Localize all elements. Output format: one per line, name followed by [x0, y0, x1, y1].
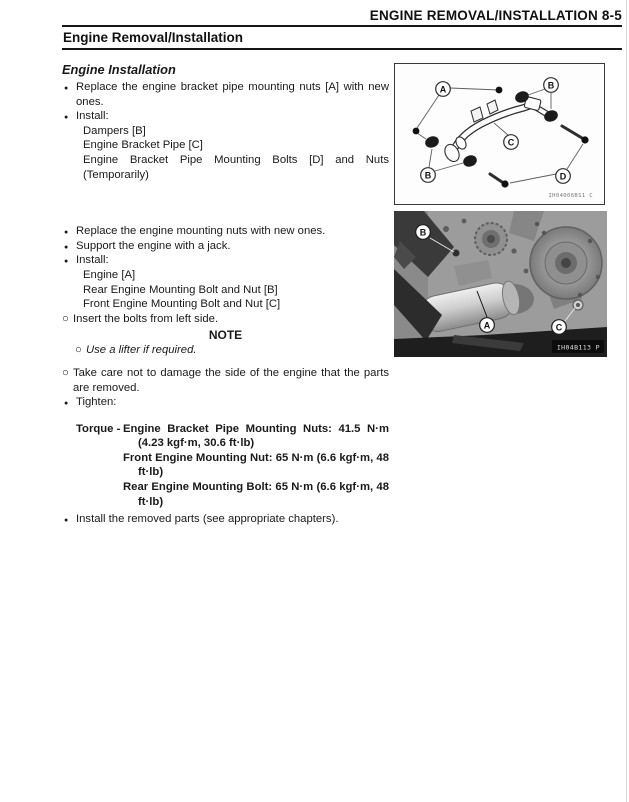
list-subitem	[62, 124, 389, 139]
list-item-text: Take care not to damage the side of the engine that the parts are removed.	[73, 366, 389, 394]
list-item-text: Rear Engine Mounting Bolt and Nut [B]	[83, 283, 278, 296]
scan-edge-artifact	[626, 0, 627, 802]
torque-spec: Engine Bracket Pipe Mounting Nuts: 41.5 N·m (4.23 kgf·m, 30.6 ft·lb)	[123, 422, 389, 450]
bullet-icon: ●	[64, 517, 69, 525]
circle-icon: ○	[62, 312, 69, 325]
figure-bracket-pipe-diagram	[394, 63, 605, 205]
figure-code: IH04006BS1 C	[548, 193, 593, 199]
callout-a: A	[483, 320, 491, 331]
list-item-text: Engine Bracket Pipe [C]	[83, 139, 203, 152]
bullet-icon: ●	[64, 243, 69, 251]
list-item	[62, 395, 389, 410]
circle-icon: ○	[75, 344, 82, 357]
torque-spec-block	[76, 422, 389, 510]
list-item-text: Install the removed parts (see appropriate chapters).	[76, 513, 339, 526]
callout-d: D	[559, 171, 567, 182]
list-item-text: Support the engine with a jack.	[76, 239, 231, 252]
callout-c: C	[507, 137, 515, 148]
bullet-icon: ●	[64, 258, 69, 266]
list-item-text: Engine [A]	[83, 268, 136, 281]
bullet-icon: ●	[64, 85, 69, 92]
list-subitem	[62, 297, 389, 312]
list-item-remark	[62, 366, 389, 395]
list-item-text: Replace the engine mounting nuts with new ones.	[76, 225, 326, 238]
figure-engine-photo	[394, 211, 607, 357]
list-subitem	[62, 153, 389, 182]
list-item	[62, 239, 389, 254]
circle-icon: ○	[62, 366, 69, 379]
list-subitem	[62, 268, 389, 283]
torque-spec: Front Engine Mounting Nut: 65 N·m (6.6 kgf·m, 48 ft·lb)	[123, 451, 389, 479]
text-column	[62, 58, 389, 527]
callout-balloons	[421, 78, 571, 184]
section-rule	[62, 48, 622, 50]
torque-spec: Rear Engine Mounting Bolt: 65 N·m (6.6 kgf·m, 48 ft·lb)	[123, 481, 389, 508]
figure-code: IH04B113 P	[556, 343, 600, 352]
bracket-pipe-diagram-drawing	[395, 64, 604, 204]
note-item-text: Use a lifter if required.	[86, 344, 197, 357]
torque-label: Torque -	[76, 422, 121, 435]
engine-photo-drawing	[394, 211, 607, 357]
callout-c: C	[555, 322, 563, 333]
page-header-title: ENGINE REMOVAL/INSTALLATION 8-5	[369, 8, 622, 23]
callout-a: A	[439, 84, 447, 95]
bullet-icon: ●	[64, 229, 69, 237]
list-item	[62, 80, 389, 109]
list-item-text: Insert the bolts from left side.	[73, 312, 219, 325]
torque-specs	[123, 422, 389, 510]
list-item-text: Tighten:	[76, 396, 117, 409]
section-title: Engine Removal/Installation	[63, 30, 244, 45]
install-list-1	[62, 80, 389, 182]
callout-b-bottom: B	[424, 170, 432, 181]
list-item-text: Front Engine Mounting Bolt and Nut [C]	[83, 298, 281, 311]
bullet-icon: ●	[64, 114, 69, 122]
list-subitem	[62, 283, 389, 298]
list-item	[62, 253, 389, 268]
list-item-text: Engine Bracket Pipe Mounting Bolts [D] and Nuts (Temporarily)	[83, 153, 389, 181]
list-item	[62, 224, 389, 239]
note-item	[75, 343, 389, 358]
install-list-2	[62, 224, 389, 326]
subsection-title: Engine Installation	[62, 62, 176, 77]
callout-b: B	[419, 227, 427, 238]
callout-b-top: B	[547, 80, 555, 91]
note-block	[62, 328, 389, 358]
list-item-text: Replace the engine bracket pipe mounting nuts [A] with new ones.	[76, 81, 389, 108]
list-item	[62, 109, 389, 124]
bullet-icon: ●	[64, 400, 69, 408]
list-item-remark	[62, 312, 389, 327]
list-item-text: Dampers [B]	[83, 124, 146, 137]
caution-list	[62, 366, 389, 410]
list-subitem	[62, 138, 389, 153]
final-list	[62, 512, 389, 527]
note-title: NOTE	[208, 328, 243, 343]
list-item	[62, 512, 389, 527]
list-item-text: Install:	[76, 254, 109, 267]
list-item-text: Install:	[76, 110, 109, 123]
header-rule	[62, 25, 622, 27]
